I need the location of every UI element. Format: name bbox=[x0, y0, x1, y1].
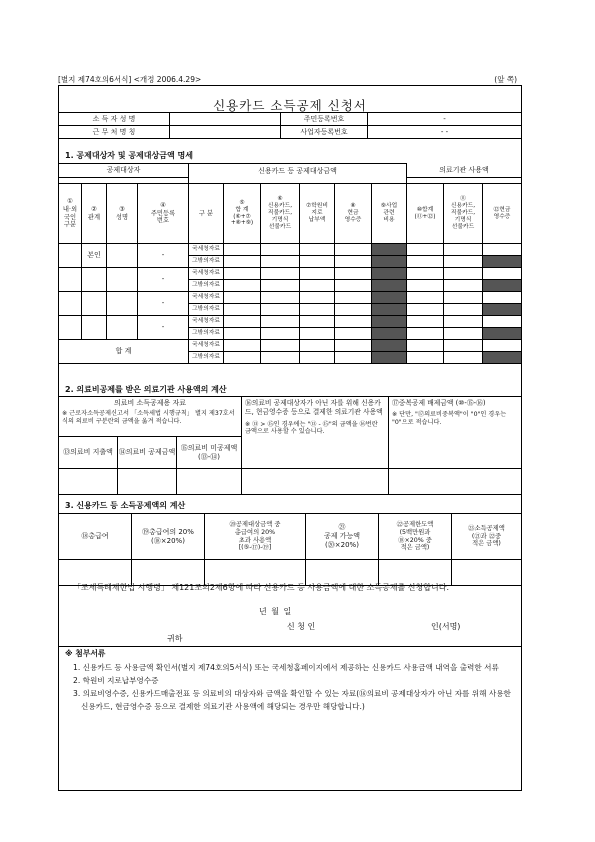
deduction-table bbox=[58, 163, 522, 364]
amount-cell[interactable] bbox=[300, 256, 335, 268]
name-field[interactable] bbox=[107, 292, 138, 316]
exclusion-header: ⑰중복공제 배제금액 (⑩-⑮-⑯) bbox=[392, 399, 486, 407]
amount-cell[interactable] bbox=[407, 328, 444, 340]
page-side: (앞 쪽) bbox=[494, 75, 517, 84]
amount-cell[interactable] bbox=[224, 280, 261, 292]
amount-cell[interactable] bbox=[444, 292, 483, 304]
col-business: ⑨사업 관련 비용 bbox=[372, 184, 407, 244]
nationality-field[interactable] bbox=[59, 268, 82, 292]
form-frame bbox=[58, 85, 522, 791]
data-source-label: 그밖의자료 bbox=[189, 304, 224, 316]
form-reference: [별지 제74호의6서식] <개정 2006.4.29> bbox=[58, 75, 202, 84]
col-division: 구 분 bbox=[189, 184, 224, 244]
amount-cell[interactable] bbox=[444, 304, 483, 316]
col-name: ③ 성명 bbox=[107, 184, 138, 244]
amount-cell[interactable] bbox=[444, 280, 483, 292]
col-excess-use: ⑳공제대상금액 중 총급여의 20% 초과 사용액 [(⑤-⑰)-⑲] bbox=[205, 514, 306, 560]
attachment-item: 2. 학원비 지로납부영수증 bbox=[73, 675, 159, 685]
medical-table bbox=[58, 396, 522, 495]
amount-cell bbox=[372, 244, 407, 256]
total-type-nts: 국세청자료 bbox=[189, 340, 224, 352]
col-limit: ㉒공제한도액 (5백만원과 ⑱×20% 중 적은 금액) bbox=[379, 514, 452, 560]
attachment-item: 1. 신용카드 등 사용금액 확인서(별지 제74호의5서식) 또는 국세청홈페이지에서 제공하는 신용카드 사용금액 내역을 출력한 서류 bbox=[73, 663, 499, 672]
calc-table bbox=[58, 513, 522, 586]
amount-cell[interactable] bbox=[261, 316, 300, 328]
col-medical-deduction: ⑭의료비 공제금액 bbox=[118, 437, 177, 469]
form-header bbox=[58, 74, 523, 84]
biz-label: 사업자등록번호 bbox=[281, 126, 368, 139]
amount-cell[interactable] bbox=[407, 292, 444, 304]
amount-cell bbox=[372, 256, 407, 268]
amount-cell[interactable] bbox=[300, 292, 335, 304]
amount-cell[interactable] bbox=[261, 280, 300, 292]
col-medical-card: ⑪ 신용카드, 직불카드, 기명식 선불카드 bbox=[444, 184, 483, 244]
group-card-header: 신용카드 등 공제대상금액 bbox=[189, 164, 407, 184]
section3-title: 3. 신용카드 등 소득공제액의 계산 bbox=[65, 501, 186, 510]
amount-cell[interactable] bbox=[300, 280, 335, 292]
amount-cell[interactable] bbox=[335, 280, 372, 292]
amount-cell[interactable] bbox=[335, 304, 372, 316]
amount-cell bbox=[372, 292, 407, 304]
col-medical-total: ⑩합계 (⑪+⑫) bbox=[407, 184, 444, 244]
data-source-label: 그밖의자료 bbox=[189, 256, 224, 268]
amount-cell[interactable] bbox=[300, 316, 335, 328]
non-target-note: ※ ⑬ > ⑮인 경우에는 "⑬ - ⑮"의 금액을 ⑯번란 금액으로 사용할 수 있습니다. bbox=[245, 420, 378, 436]
col-nationality: ① 내·외 국인 구분 bbox=[59, 184, 82, 244]
name-field[interactable] bbox=[107, 244, 138, 268]
amount-cell[interactable] bbox=[300, 244, 335, 256]
section2-title: 2. 의료비공제를 받은 의료기관 사용액의 계산 bbox=[65, 385, 227, 394]
group-target-header: 공제대상자 bbox=[59, 164, 189, 178]
medical-deduction-field[interactable] bbox=[118, 469, 177, 495]
attachments-title: ※ 첨부서류 bbox=[65, 649, 106, 658]
amount-cell bbox=[483, 280, 522, 292]
id-field[interactable]: - bbox=[368, 113, 522, 126]
name-field[interactable] bbox=[107, 316, 138, 340]
declaration-text: 「조세특례제한법 시행령」 제121조의2제6항에 따라 신용카드 등 사용금액에 대한 소득공제를 신청합니다. bbox=[73, 583, 449, 592]
col-medical-expense: ⑬의료비 지출액 bbox=[59, 437, 118, 469]
total-type-other: 그밖의자료 bbox=[189, 352, 224, 364]
amount-cell bbox=[483, 328, 522, 340]
col-id: ④ 주민등록 번호 bbox=[138, 184, 189, 244]
amount-cell[interactable] bbox=[335, 328, 372, 340]
amount-cell[interactable] bbox=[335, 316, 372, 328]
section1-title: 1. 공제대상자 및 공제대상금액 명세 bbox=[65, 151, 193, 160]
amount-cell[interactable] bbox=[300, 328, 335, 340]
biz-field[interactable]: - - bbox=[368, 126, 522, 139]
amount-cell bbox=[372, 268, 407, 280]
data-source-label: 국세청자료 bbox=[189, 268, 224, 280]
amount-cell[interactable] bbox=[224, 268, 261, 280]
amount-cell bbox=[483, 256, 522, 268]
medical-expense-field[interactable] bbox=[59, 469, 118, 495]
medical-data-header: 의료비 소득공제용 자료 bbox=[113, 399, 187, 407]
relation-field[interactable] bbox=[82, 292, 107, 316]
declaration-recipient: 귀하 bbox=[167, 634, 183, 643]
id-label: 주민등록번호 bbox=[281, 113, 368, 126]
work-field[interactable] bbox=[170, 126, 281, 139]
work-label: 근 무 처 명 칭 bbox=[59, 126, 170, 139]
amount-cell[interactable] bbox=[224, 304, 261, 316]
amount-cell[interactable] bbox=[407, 280, 444, 292]
id-field[interactable]: - bbox=[138, 244, 189, 268]
col-credit-card: ⑥ 신용카드, 직불카드, 기명식 선불카드 bbox=[261, 184, 300, 244]
amount-cell[interactable] bbox=[407, 256, 444, 268]
relation-field[interactable] bbox=[82, 268, 107, 292]
amount-cell[interactable] bbox=[444, 244, 483, 256]
id-field[interactable]: - bbox=[138, 268, 189, 292]
amount-cell[interactable] bbox=[407, 244, 444, 256]
amount-cell[interactable] bbox=[483, 316, 522, 328]
col-medical-undeducted: ⑮의료비 미공제액 (⑬-⑭) bbox=[177, 437, 242, 469]
exclusion-note: ※ 단만, "⑰의료비중복액"이 "0"인 경우는 "0"으로 적습니다. bbox=[392, 411, 507, 427]
name-label: 소 득 자 성 명 bbox=[59, 113, 170, 126]
form-title: 신용카드 소득공제 신청서 bbox=[213, 98, 367, 113]
amount-cell[interactable] bbox=[261, 256, 300, 268]
amount-cell[interactable] bbox=[224, 328, 261, 340]
relation-field[interactable]: 본인 bbox=[82, 244, 107, 268]
amount-cell[interactable] bbox=[261, 292, 300, 304]
declaration-date: 년 월 일 bbox=[259, 607, 292, 616]
amount-cell bbox=[372, 316, 407, 328]
col-cash-receipt: ⑧ 현금 영수증 bbox=[335, 184, 372, 244]
amount-cell[interactable] bbox=[335, 292, 372, 304]
non-target-header: ⑯의료비 공제대상자가 아닌 자를 위해 신용카드, 현금영수증 등으로 결제한 의료기관 사용액 bbox=[245, 399, 383, 416]
non-target-field[interactable] bbox=[242, 469, 389, 495]
amount-cell[interactable] bbox=[483, 292, 522, 304]
group-medical-header: 의료기관 사용액 bbox=[407, 164, 522, 178]
amount-cell[interactable] bbox=[261, 304, 300, 316]
col-deductible: ㉑ 공제 가능액 (⑳×20%) bbox=[306, 514, 379, 560]
amount-cell[interactable] bbox=[444, 268, 483, 280]
amount-cell[interactable] bbox=[407, 268, 444, 280]
amount-cell[interactable] bbox=[261, 328, 300, 340]
amount-cell[interactable] bbox=[483, 244, 522, 256]
signature-field[interactable]: 인(서명) bbox=[431, 622, 461, 631]
amount-cell[interactable] bbox=[300, 268, 335, 280]
amount-cell[interactable] bbox=[444, 316, 483, 328]
nationality-field[interactable] bbox=[59, 244, 82, 268]
amount-cell[interactable] bbox=[444, 256, 483, 268]
amount-cell[interactable] bbox=[224, 292, 261, 304]
amount-cell[interactable] bbox=[300, 304, 335, 316]
amount-cell[interactable] bbox=[224, 244, 261, 256]
amount-cell[interactable] bbox=[224, 316, 261, 328]
amount-cell bbox=[372, 280, 407, 292]
amount-cell[interactable] bbox=[261, 268, 300, 280]
nationality-field[interactable] bbox=[59, 316, 82, 340]
medical-undeducted-field[interactable] bbox=[177, 469, 242, 495]
col-gross-pay: ⑱총급여 bbox=[59, 514, 132, 560]
name-field[interactable] bbox=[170, 113, 281, 126]
amount-cell[interactable] bbox=[407, 304, 444, 316]
total-label: 합 계 bbox=[59, 340, 189, 364]
col-relation: ② 관계 bbox=[82, 184, 107, 244]
data-source-label: 그밖의자료 bbox=[189, 280, 224, 292]
amount-cell bbox=[372, 328, 407, 340]
data-source-label: 그밖의자료 bbox=[189, 328, 224, 340]
amount-cell[interactable] bbox=[444, 328, 483, 340]
amount-cell[interactable] bbox=[335, 268, 372, 280]
data-source-label: 국세청자료 bbox=[189, 316, 224, 328]
attachment-item: 3. 의료비영수증, 신용카드매출전표 등 의료비의 대상자와 금액을 확인할 수 있는 자료(⑯의료비 공제대상자가 아닌 자를 위해 사용한 신용카드, 현금영수증 등으로 결제한 의료기관 사용액에 해당되는 경우만 해당합니다.) bbox=[73, 688, 511, 711]
amount-cell[interactable] bbox=[407, 316, 444, 328]
amount-cell bbox=[483, 304, 522, 316]
applicant-table bbox=[58, 112, 522, 139]
amount-cell[interactable] bbox=[335, 244, 372, 256]
col-total: ⑤ 합 계 (⑥+⑦ +⑧+⑨) bbox=[224, 184, 261, 244]
col-medical-cash: ⑫현금 영수증 bbox=[483, 184, 522, 244]
name-field[interactable] bbox=[107, 268, 138, 292]
id-field[interactable]: - bbox=[138, 292, 189, 316]
attachments-list bbox=[73, 662, 513, 714]
col-academy: ⑦학원비 지로 납부액 bbox=[300, 184, 335, 244]
amount-cell[interactable] bbox=[335, 256, 372, 268]
relation-field[interactable] bbox=[82, 316, 107, 340]
nationality-field[interactable] bbox=[59, 292, 82, 316]
col-gross-20: ⑲총급여의 20% (⑱×20%) bbox=[132, 514, 205, 560]
col-deduction-amount: ㉓소득공제액 (㉑과 ㉒중 적은 금액) bbox=[452, 514, 522, 560]
declaration-applicant: 신 청 인 bbox=[287, 622, 316, 631]
data-source-label: 국세청자료 bbox=[189, 292, 224, 304]
id-field[interactable]: - bbox=[138, 316, 189, 340]
data-source-label: 국세청자료 bbox=[189, 244, 224, 256]
amount-cell[interactable] bbox=[483, 268, 522, 280]
amount-cell[interactable] bbox=[261, 244, 300, 256]
exclusion-field[interactable] bbox=[389, 469, 522, 495]
amount-cell bbox=[372, 304, 407, 316]
amount-cell[interactable] bbox=[224, 256, 261, 268]
medical-data-note: ※ 근로자소득공제신고서 「소득세법 시행규칙」 별지 제37호서식의 의료비 구분란의 금액을 옮겨 적습니다. bbox=[62, 409, 235, 425]
